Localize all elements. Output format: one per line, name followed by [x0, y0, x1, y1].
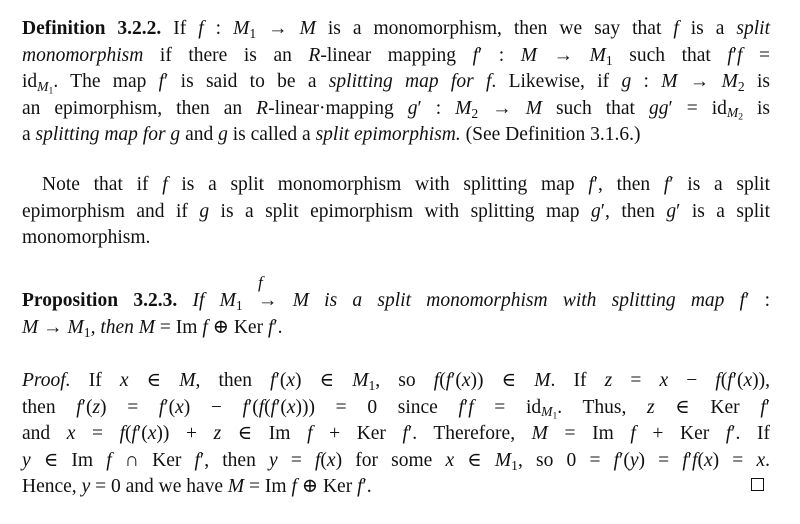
arrow-glyph: →: [257, 290, 278, 311]
proof: [22, 368, 770, 501]
definition-3-2-2: [22, 16, 770, 149]
definition-line: a splitting map for g and g is called a split epimorphism. (See Definition 3.1.6.): [22, 124, 641, 145]
proof-line: and x = f(f′(x)) + z ∈ Im f + Ker f′. Therefore, M = Im f + Ker f′. If: [22, 423, 770, 444]
proof-line: then f′(z) = f′(x) − f′(f(f′(x))) = 0 since $f'f = id_{M_1}$. Thus, z ∈ Ker f′: [22, 396, 770, 422]
qed-box-icon: [751, 478, 764, 491]
definition-line: monomorphism if there is an R-linear mapping f′ : $M \to M_1$ such that f′f =: [22, 44, 771, 68]
proposition-line: $M \to M_1$, then M = Im f ⊕ Ker f′.: [22, 316, 283, 340]
arrow-label: f: [257, 273, 263, 292]
proposition-head: Proposition 3.2.3. If $M_1$: [22, 290, 243, 313]
definition-line: $id_{M_1}$. The map f′ is said to be a splitting map for f. Likewise, if g : $M \to M_2$ is: [22, 71, 770, 97]
note-paragraph: [22, 172, 770, 252]
proof-line: y ∈ Im f ∩ Ker f′, then y = f(x) for some x ∈ $M_1$, so 0 = f′(y) = f′f(x) = x.: [22, 449, 770, 473]
definition-line: Definition 3.2.2. If f : $M_1 \to M$ is a monomorphism, then we say that f is a split: [22, 18, 770, 41]
note-line: monomorphism.: [22, 227, 151, 248]
proposition-3-2-3: [22, 273, 771, 341]
proposition-line: [22, 273, 771, 315]
definition-line: an epimorphism, then an R-linear·mapping g′ : $M_2 \to M$ such that $gg' = id_{M_2}$ is: [22, 97, 771, 123]
mapping-arrow: [257, 273, 278, 315]
note-line: epimorphism and if g is a split epimorphism with splitting map g′, then g′ is a split: [22, 200, 770, 222]
proof-line: [22, 474, 770, 501]
proof-line: Proof. If x ∈ M, then f′(x) ∈ $M_1$, so f(f′(x)) ∈ M. If z = x − f(f′(x)),: [22, 370, 771, 393]
note-line: Note that if f is a split monomorphism with splitting map f′, then f′ is a split: [42, 174, 770, 195]
proof-last-text: Hence, y = 0 and we have M = Im f ⊕ Ker f′.: [22, 476, 372, 497]
proposition-tail: M is a split monomorphism with splitting map f′ :: [292, 290, 771, 311]
